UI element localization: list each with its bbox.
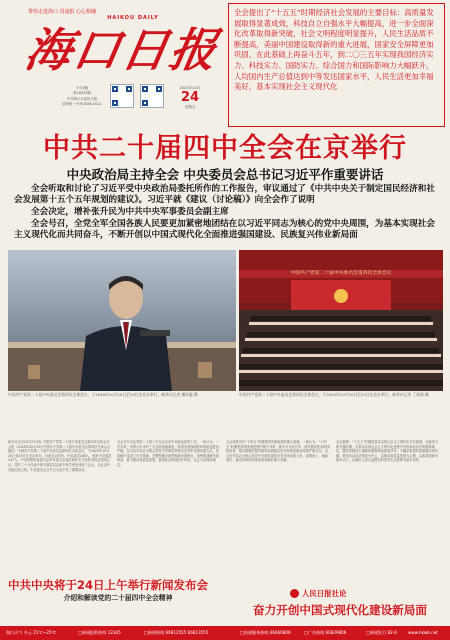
lead-paragraph-1: 全会听取和讨论了习近平受中央政治局委托所作的工作报告，审议通过了《中共中央关于制定国民经济和社会发展第十五个五年规划的建议》。习近平就《建议（讨论稿）》向全会作了说明 xyxy=(14,184,435,205)
left-photo-caption: 中国共产党第二十届中央委员会第四次全体会议，于2025年10月20日至23日在北京举行。新华社记者 谢环驰 摄 xyxy=(8,392,198,397)
press-conference-headline: 中共中央将于24日上午举行新闻发布会 xyxy=(8,578,209,592)
issue-line: 国内统一刊号CN46-0011 xyxy=(62,102,102,107)
issue-line: 中共海口市委机关报 xyxy=(66,96,98,101)
footer-item: □新闻热线 66812555 66813555 xyxy=(144,630,209,635)
left-photo xyxy=(8,250,236,391)
right-photo-caption: 中国共产党第二十届中央委员会第四次全体会议，于2025年10月20日至23日在北京举行。新华社记者 丁海涛 摄 xyxy=(239,392,429,397)
date-block xyxy=(170,86,210,110)
editorial-label-text: 人民日报社论 xyxy=(302,589,347,598)
footer-item: □新闻发行 82-6 xyxy=(366,630,397,635)
masthead xyxy=(0,0,450,132)
body-column: 新华社北京10月23日电 中国共产党第二十届中央委员会第四次全体会议公报（2025年10月23日中国共产党第二十届中央委员会第四次全体会议通过）中国共产党第二十届中央委员会第四次全体会议，于2025年10月20日至23日在北京举行。出席全会的有，中央委员168人，候补中央委员147人。中央纪律检查委员会常务委员会委员和有关方面负责同志列席会议。党的二十大代表中部分基层同志和专家学者也列席了会议。全会由中央政治局主持。中央委员会总书记习近平作了重要讲话。 xyxy=(8,440,112,472)
qr-code-icon xyxy=(140,84,164,108)
masthead-slogan: 带你走进海口 贯通报 心心相融 xyxy=(28,9,97,15)
hall-banner: 中国共产党第二十届中央委员会第四次全体会议 xyxy=(290,271,392,276)
website-link[interactable]: www.hkwb.net xyxy=(408,630,438,635)
body-column: 全会充分肯定党的二十届三中全会以来中央政治局的工作。一致认为，一年多来，世界百年未有之大变局加速演进，我国发展面临的环境更趋复杂严峻，以习近平同志为核心的党中央团结带领全党全军全国各族人民，坚持稳中求进工作总基调，完整准确全面贯彻新发展理念，加快构建新发展格局，着力推动高质量发展，我国经济持续回升向好，社会大局保持稳定。 xyxy=(117,440,219,467)
footer-item: □新闻报料热线 12345 xyxy=(78,630,121,635)
date-number: 24 xyxy=(180,90,200,105)
footer xyxy=(0,626,450,640)
speaker-figure-icon xyxy=(8,250,236,391)
issue-line: 第16053期 xyxy=(73,91,91,96)
qr-code-icon xyxy=(110,84,134,108)
newspaper-logo: 海口日报 xyxy=(21,23,223,77)
body-column: 全会高度评价“十四五”时期我国发展取得的重大成就。一致认为，“十四五”时期是我国发展进程中极不寻常、极不平凡的五年。面对错综复杂的国际形势、艰巨繁重的国内改革发展稳定任务特别是新冠疫情严重冲击，以习近平同志为核心的党中央团结带领全党全国各族人民，迎难而上、砥砺前行，推动党和国家事业取得新的重大成就。 xyxy=(226,440,330,463)
weather-info: 海口天气 多云 21℃~25℃ xyxy=(6,630,57,635)
weekday: 星期五 xyxy=(184,105,196,109)
main-headline: 中共二十届四中全会在京举行 xyxy=(43,133,407,164)
footer-item: □广告热线 66829806 xyxy=(304,630,347,635)
editorial-badge-icon xyxy=(290,589,299,598)
top-summary-box xyxy=(228,3,445,127)
press-conference-subhead: 介绍和解读党的二十届四中全会精神 xyxy=(63,594,173,602)
issue-info xyxy=(60,86,104,108)
lead-paragraph-2: 全会决定，增补张升民为中共中央军事委员会副主席 xyxy=(31,207,229,217)
footer-item: □投递服务热线 66660806 xyxy=(240,630,291,635)
right-photo xyxy=(239,250,443,391)
body-column: 全会强调，“十五五”时期是基本实现社会主义现代化夯实基础、全面发力的关键时期，在基本实现社会主义现代化进程中具有承前启后的重要地位。我国发展处于战略机遇和风险挑战并存、不确定难预料因素增多的时期。要坚持以经济建设为中心，以推动高质量发展为主题，以改革创新为根本动力，以满足人民日益增长的美好生活需要为根本目的。 xyxy=(336,440,439,463)
date-line: 2025年10月 xyxy=(179,86,201,90)
top-summary-text: 全会提出了“十五五”时期经济社会发展的主要目标：高质量发展取得显著成效，科技自立自强水平大幅提高，进一步全面深化改革取得新突破，社会文明程度明显提升，人民生活品质不断提高，美丽中国建设取得新的重大进展，国家安全屏障更加巩固。在此基础上再奋斗五年，到二〇三五年实现我国经济实力、科技实力、国防实力、综合国力和国际影响力大幅跃升，人均国内生产总值达到中等发达国家水平，人民生活更加幸福美好，基本实现社会主义现代化 xyxy=(234,8,434,92)
issue-line: 今日8版 xyxy=(75,86,89,90)
sub-headline: 中央政治局主持全会 中央委员会总书记习近平作重要讲话 xyxy=(66,167,384,182)
editorial-headline: 奋力开创中国式现代化建设新局面 xyxy=(253,603,427,617)
lead-paragraph-3: 全会号召，全党全军全国各族人民要更加紧密地团结在以习近平同志为核心的党中央周围，为基本实现社会主义现代化而共同奋斗，不断开创以中国式现代化全面推进强国建设、民族复兴伟业新局面 xyxy=(14,219,435,240)
english-name: HAIKOU DAILY xyxy=(107,15,159,21)
